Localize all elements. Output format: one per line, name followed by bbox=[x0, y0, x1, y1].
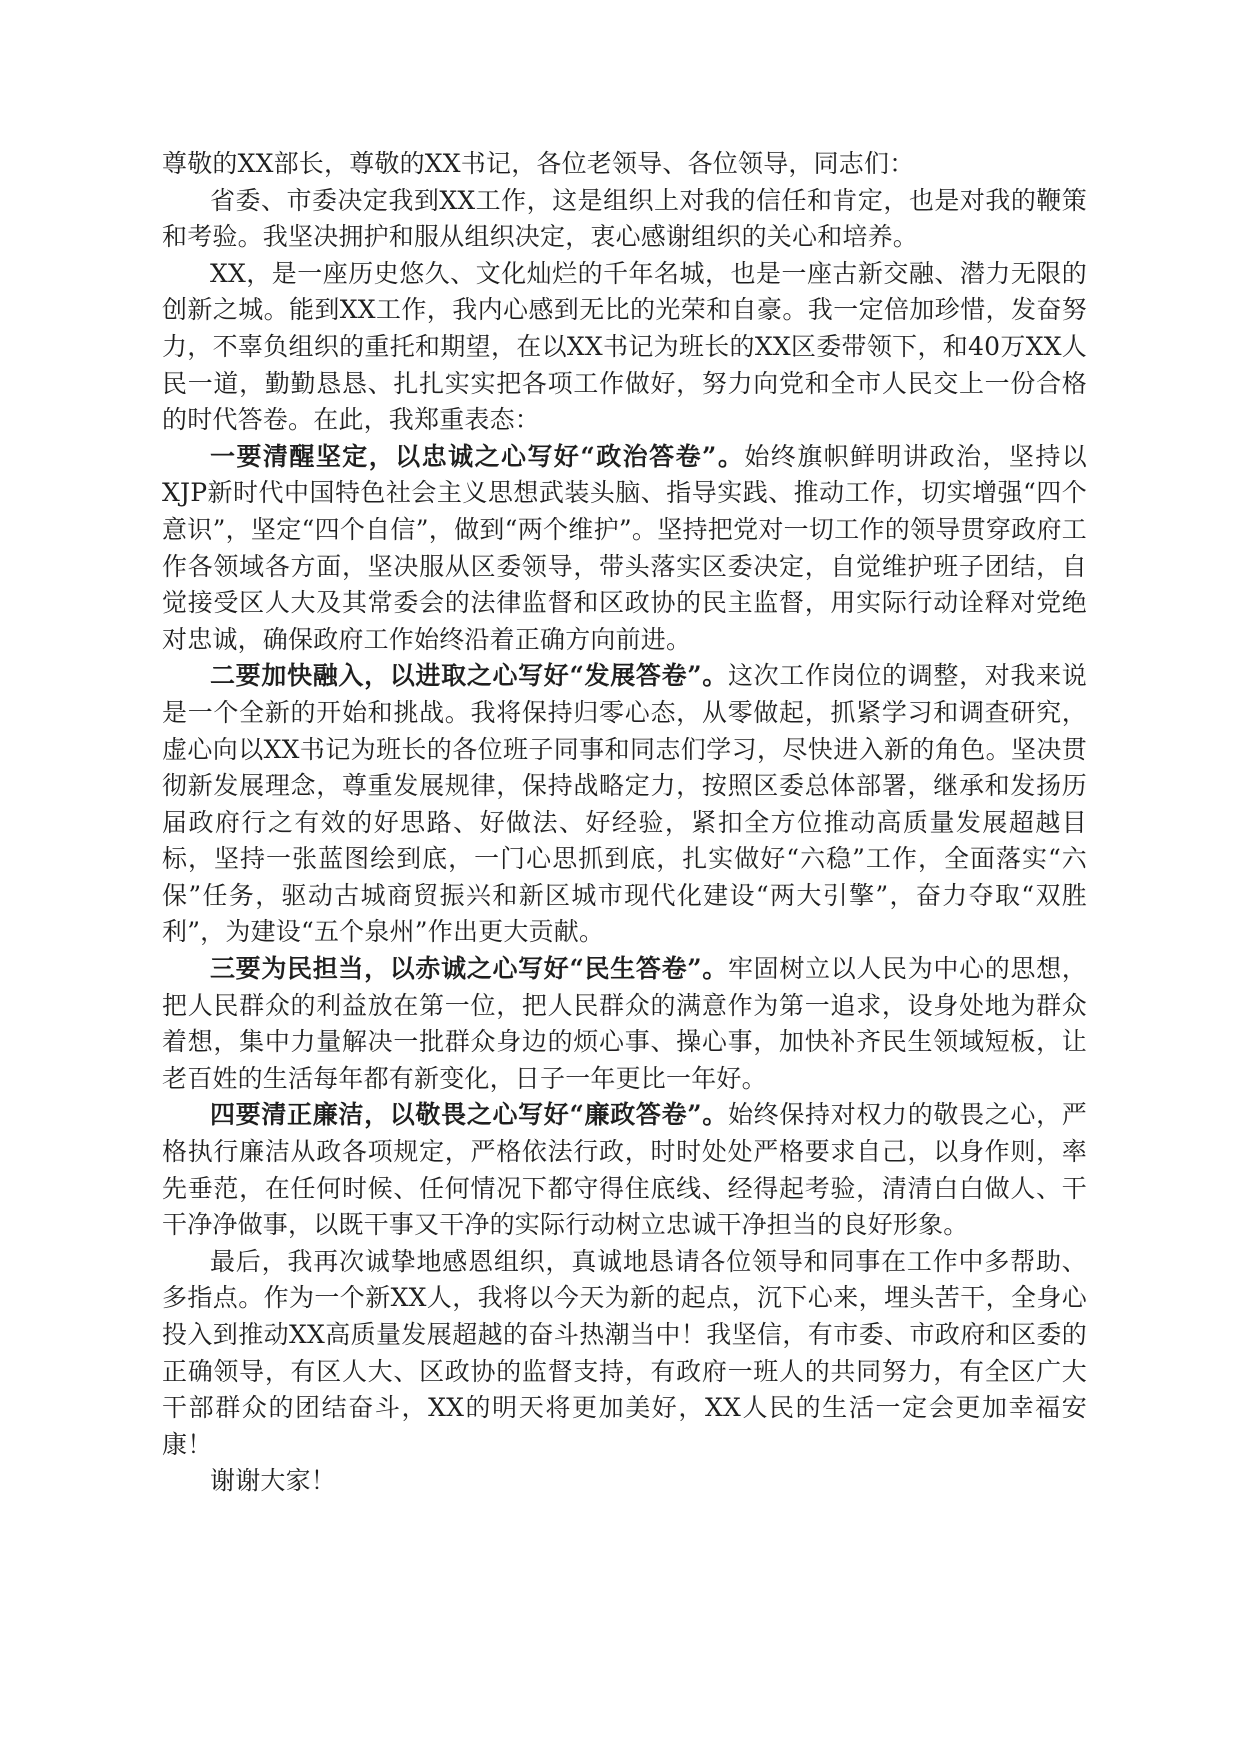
pledge-heading: 一要清醒坚定，以忠诚之心写好“政治答卷”。 bbox=[210, 441, 745, 471]
paragraph-text: 这次工作岗位的调整，对我来说是一个全新的开始和挑战。我将保持归零心态，从零做起，抓紧学习和调查研究，虚心向以XX书记为班长的各位班子同事和同志们学习，尽快进入新的角色。坚决贯彻新发展理念，尊重发展规律，保持战略定力，按照区委总体部署，继承和发扬历届政府行之有效的好思路、好做法、好经验，紧扣全方位推动高质量发展超越目标，坚持一张蓝图绘到底，一门心思抓到底，扎实做好“六稳”工作，全面落实“六保”任务，驱动古城商贸振兴和新区城市现代化建设“两大引擎”，奋力夺取“双胜利”，为建设“五个泉州”作出更大贡献。 bbox=[162, 661, 1087, 947]
document-page bbox=[162, 146, 1087, 1500]
paragraph-pledge-development bbox=[162, 658, 1087, 951]
paragraph-text: 始终旗帜鲜明讲政治，坚持以XJP新时代中国特色社会主义思想武装头脑、指导实践、推动工作，切实增强“四个意识”，坚定“四个自信”，做到“两个维护”。坚持把党对一切工作的领导贯穿政府工作各领域各方面，坚决服从区委领导，带头落实区委决定，自觉维护班子团结，自觉接受区人大及其常委会的法律监督和区政协的民主监督，用实际行动诠释对党绝对忠诚，确保政府工作始终沿着正确方向前进。 bbox=[162, 441, 1087, 654]
paragraph-thanks bbox=[162, 1463, 1087, 1500]
paragraph-text: 省委、市委决定我到XX工作，这是组织上对我的信任和肯定，也是对我的鞭策和考验。我坚决拥护和服从组织决定，衷心感谢组织的关心和培养。 bbox=[162, 185, 1087, 252]
paragraph-text: 最后，我再次诚挚地感恩组织，真诚地恳请各位领导和同事在工作中多帮助、多指点。作为一个新XX人，我将以今天为新的起点，沉下心来，埋头苦干，全身心投入到推动XX高质量发展超越的奋斗热潮当中！我坚信，有市委、市政府和区委的正确领导，有区人大、区政协的监督支持，有政府一班人的共同努力，有全区广大干部群众的团结奋斗，XX的明天将更加美好，XX人民的生活一定会更加幸福安康！ bbox=[162, 1246, 1087, 1459]
paragraph-appointment bbox=[162, 183, 1087, 256]
paragraph-pledge-political bbox=[162, 439, 1087, 659]
paragraph-city-intro bbox=[162, 256, 1087, 439]
paragraph-text: XX，是一座历史悠久、文化灿烂的千年名城，也是一座古新交融、潜力无限的创新之城。能到XX工作，我内心感到无比的光荣和自豪。我一定倍加珍惜，发奋努力，不辜负组织的重托和期望，在以XX书记为班长的XX区委带领下，和40万XX人民一道，勤勤恳恳、扎扎实实把各项工作做好，努力向党和全市人民交上一份合格的时代答卷。在此，我郑重表态： bbox=[162, 258, 1087, 435]
paragraph-pledge-livelihood bbox=[162, 951, 1087, 1097]
pledge-heading: 二要加快融入，以进取之心写好“发展答卷”。 bbox=[210, 661, 728, 691]
pledge-heading: 三要为民担当，以赤诚之心写好“民生答卷”。 bbox=[210, 954, 728, 984]
paragraph-text: 谢谢大家！ bbox=[210, 1466, 337, 1496]
paragraph-text: 始终保持对权力的敬畏之心，严格执行廉洁从政各项规定，严格依法行政，时时处处严格要求自己，以身作则，率先垂范，在任何时候、任何情况下都守得住底线、经得起考验，清清白白做人、干干净净做事，以既干事又干净的实际行动树立忠诚干净担当的良好形象。 bbox=[162, 1100, 1087, 1240]
paragraph-closing bbox=[162, 1244, 1087, 1464]
paragraph-text: 牢固树立以人民为中心的思想，把人民群众的利益放在第一位，把人民群众的满意作为第一追求，设身处地为群众着想，集中力量解决一批群众身边的烦心事、操心事，加快补齐民生领域短板，让老百姓的生活每年都有新变化，日子一年更比一年好。 bbox=[162, 954, 1087, 1093]
salutation: 尊敬的XX部长，尊敬的XX书记，各位老领导、各位领导，同志们： bbox=[162, 149, 915, 178]
paragraph-pledge-integrity bbox=[162, 1097, 1087, 1243]
pledge-heading: 四要清正廉洁，以敬畏之心写好“廉政答卷”。 bbox=[210, 1100, 728, 1130]
